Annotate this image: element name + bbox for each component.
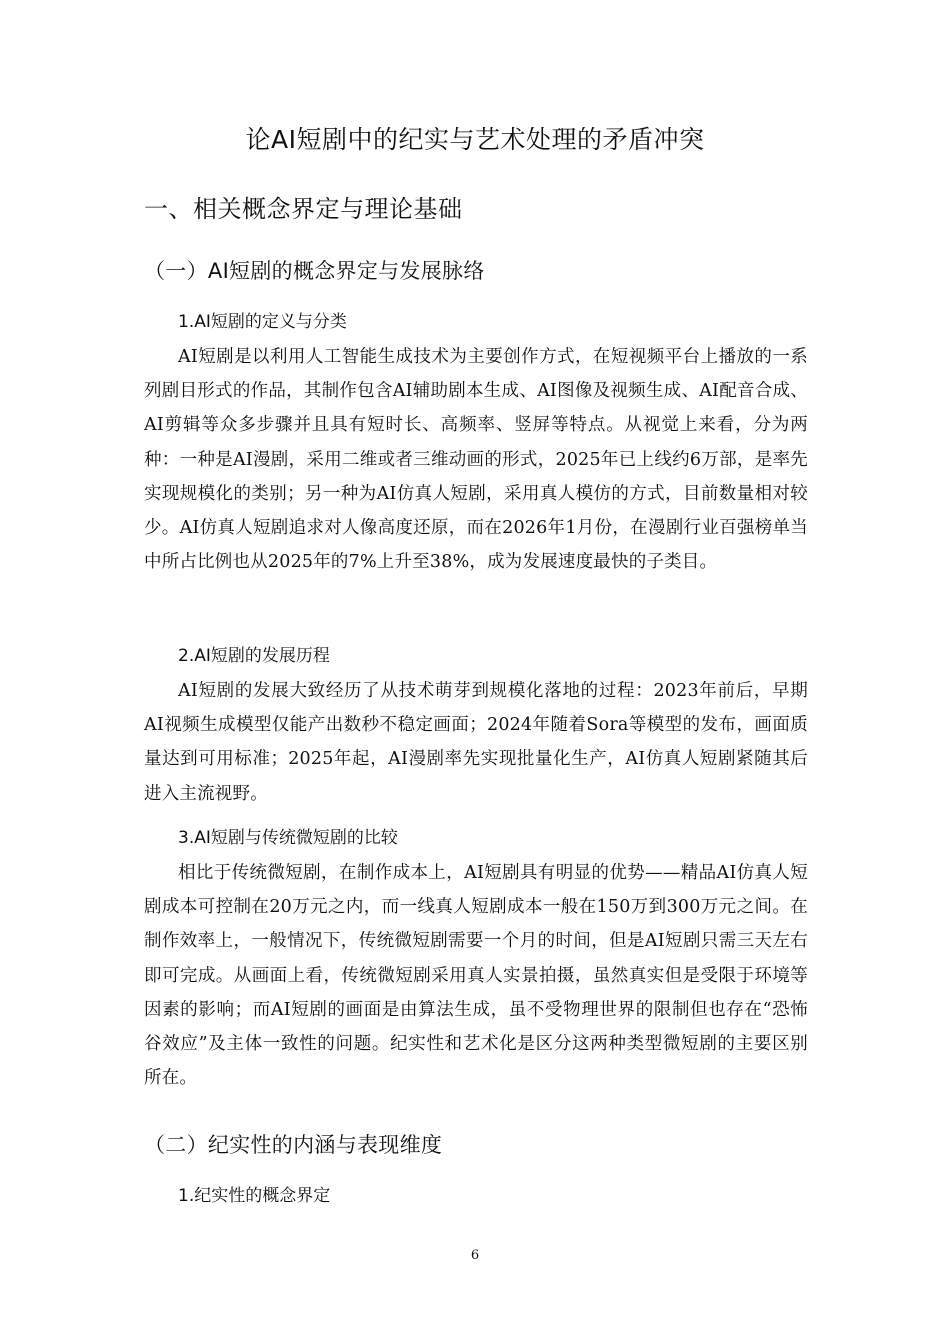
- subsection-heading-1: （一）AI短剧的概念界定与发展脉络: [144, 259, 485, 283]
- section-heading-1: 一、相关概念界定与理论基础: [144, 195, 463, 223]
- sub-heading-1-1: 1.AI短剧的定义与分类: [178, 312, 347, 332]
- sub-heading-1-2: 2.AI短剧的发展历程: [178, 646, 330, 666]
- paragraph-1-2: AI短剧的发展大致经历了从技术萌芽到规模化落地的过程：2023年前后，早期AI视频生成模型仅能产出数秒不稳定画面；2024年随着Sora等模型的发布，画面质量达到可用标准；2025年起，AI漫剧率先实现批量化生产，AI仿真人短剧紧随其后进入主流视野。: [144, 681, 808, 804]
- sub-heading-1-3: 3.AI短剧与传统微短剧的比较: [178, 828, 398, 848]
- document-title: 论AI短剧中的纪实与艺术处理的矛盾冲突: [245, 125, 705, 154]
- page-number: 6: [470, 1248, 480, 1263]
- subsection-heading-2: （二）纪实性的内涵与表现维度: [144, 1133, 443, 1157]
- paragraph-1-1: AI短剧是以利用人工智能生成技术为主要创作方式，在短视频平台上播放的一系列剧目形式的作品，其制作包含AI辅助剧本生成、AI图像及视频生成、AI配音合成、AI剪辑等众多步骤并且具有短时长、高频率、竖屏等特点。从视觉上来看，分为两种：一种是AI漫剧，采用二维或者三维动画的形式，2025年已上线约6万部，是率先实现规模化的类别；另一种为AI仿真人短剧，采用真人模仿的方式，目前数量相对较少。AI仿真人短剧追求对人像高度还原，而在2026年1月份，在漫剧行业百强榜单当中所占比例也从2025年的7%上升至38%，成为发展速度最快的子类目。: [144, 347, 808, 573]
- paragraph-1-3: 相比于传统微短剧，在制作成本上，AI短剧具有明显的优势——精品AI仿真人短剧成本可控制在20万元之内，而一线真人短剧成本一般在150万到300万元之间。在制作效率上，一般情况下，传统微短剧需要一个月的时间，但是AI短剧只需三天左右即可完成。从画面上看，传统微短剧采用真人实景拍摄，虽然真实但是受限于环境等因素的影响；而AI短剧的画面是由算法生成，虽不受物理世界的限制但也存在“恐怖谷效应”及主体一致性的问题。纪实性和艺术化是区分这两种类型微短剧的主要区别所在。: [144, 863, 808, 1089]
- sub-heading-2-1: 1.纪实性的概念界定: [178, 1186, 331, 1206]
